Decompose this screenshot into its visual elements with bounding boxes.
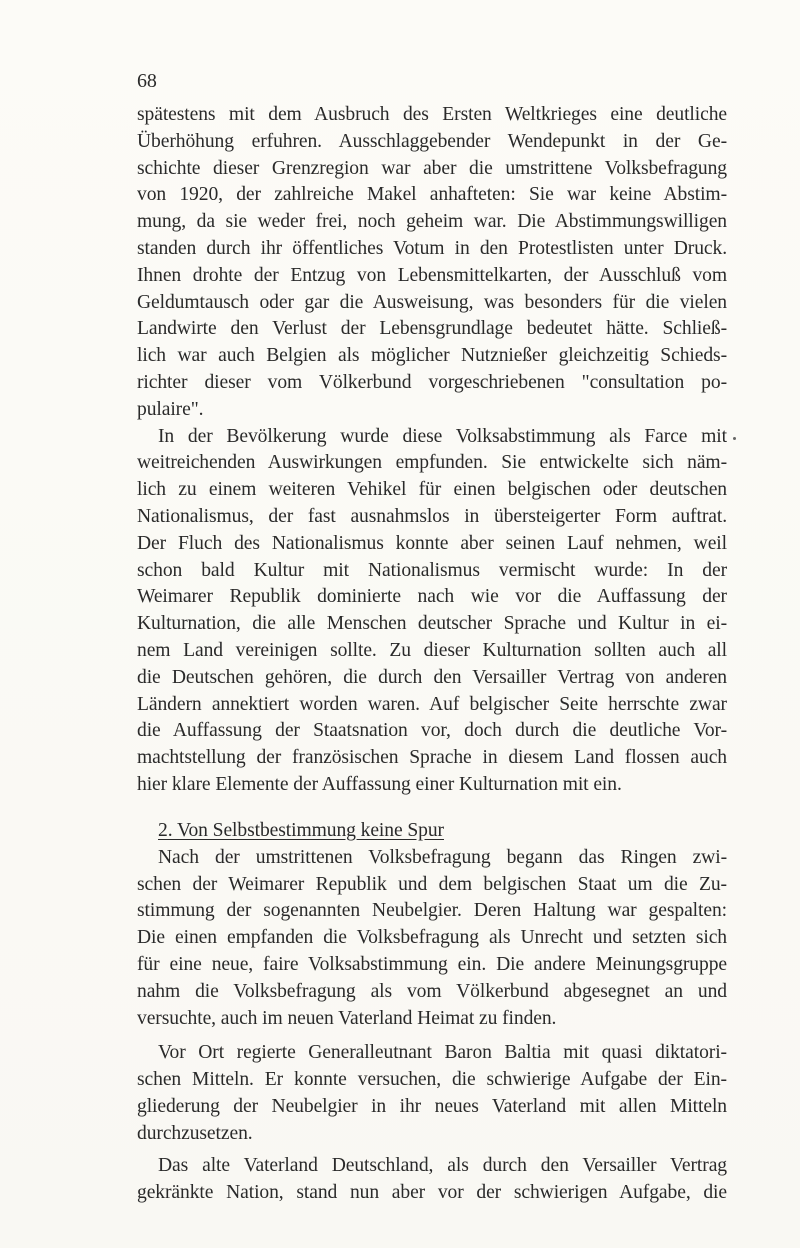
text-line: Vor Ort regierte Generalleutnant Baron Baltia mit quasi diktatori-: [158, 1042, 727, 1064]
text-line: nem Land vereinigen sollte. Zu dieser Kulturnation sollten auch all: [137, 639, 727, 661]
text-line: stimmung der sogenannten Neubelgier. Deren Haltung war gespalten:: [137, 900, 727, 922]
paragraph-4: [137, 1040, 727, 1147]
page-number: 68: [137, 70, 157, 92]
text-line: die Deutschen gehören, die durch den Versailler Vertrag von anderen: [137, 666, 727, 688]
section-heading: [137, 817, 727, 845]
text-line: richter dieser vom Völkerbund vorgeschriebenen "consultation po-: [137, 371, 727, 393]
text-line: Das alte Vaterland Deutschland, als durch den Versailler Vertrag: [158, 1155, 727, 1177]
text-line: Die einen empfanden die Volksbefragung als Unrecht und setzten sich: [137, 927, 727, 949]
text-line: spätestens mit dem Ausbruch des Ersten Weltkrieges eine deutliche: [137, 104, 727, 125]
text-line: mung, da sie weder frei, noch geheim war. Die Abstimmungswilligen: [137, 211, 727, 233]
paragraph-2: [137, 424, 727, 799]
text-line: lich war auch Belgien als möglicher Nutznießer gleichzeitig Schieds-: [137, 345, 727, 367]
paragraph-3: [137, 845, 727, 1033]
text-line: In der Bevölkerung wurde diese Volksabstimmung als Farce mit: [158, 425, 727, 447]
paragraph-1: [137, 102, 727, 424]
text-line: Ländern annektiert worden waren. Auf belgischer Seite herrschte zwar: [137, 693, 727, 715]
text-line: standen durch ihr öffentliches Votum in den Protestlisten unter Druck.: [137, 237, 727, 259]
text-line: schon bald Kultur mit Nationalismus vermischt wurde: In der: [137, 559, 727, 581]
text-line: versuchte, auch im neuen Vaterland Heimat zu finden.: [137, 1007, 557, 1029]
text-line: schichte dieser Grenzregion war aber die umstrittene Volksbefragung: [137, 157, 727, 179]
text-line: Landwirte den Verlust der Lebensgrundlage bedeutet hätte. Schließ-: [137, 318, 727, 340]
text-line: durchzusetzen.: [137, 1122, 253, 1144]
text-line: nahm die Volksbefragung als vom Völkerbund abgesegnet an und: [137, 980, 727, 1002]
page-text: [137, 68, 727, 1207]
text-line: Weimarer Republik dominierte nach wie vor die Auffassung der: [137, 586, 727, 608]
margin-mark: [733, 437, 736, 440]
text-line: Überhöhung erfuhren. Ausschlaggebender Wendepunkt in der Ge-: [137, 130, 727, 152]
text-line: schen der Weimarer Republik und dem belgischen Staat um die Zu-: [137, 873, 727, 895]
text-line: schen Mitteln. Er konnte versuchen, die schwierige Aufgabe der Ein-: [137, 1069, 727, 1091]
text-line: Kulturnation, die alle Menschen deutscher Sprache und Kultur in ei-: [137, 613, 727, 635]
text-line: die Auffassung der Staatsnation vor, doch durch die deutliche Vor-: [137, 720, 727, 742]
text-line: weitreichenden Auswirkungen empfunden. Sie entwickelte sich näm-: [137, 452, 727, 474]
text-line: Ihnen drohte der Entzug von Lebensmittelkarten, der Ausschluß vom: [137, 264, 727, 286]
text-line: für eine neue, faire Volksabstimmung ein. Die andere Meinungsgruppe: [137, 953, 727, 975]
text-line: hier klare Elemente der Auffassung einer Kulturnation mit ein.: [137, 773, 622, 795]
section-heading-text: 2. Von Selbstbestimmung keine Spur: [158, 819, 444, 841]
text-line: Nationalismus, der fast ausnahmslos in übersteigerter Form auftrat.: [137, 505, 727, 527]
paragraph-5: [137, 1153, 727, 1207]
text-line: Der Fluch des Nationalismus konnte aber seinen Lauf nehmen, weil: [137, 532, 727, 554]
text-line: lich zu einem weiteren Vehikel für einen belgischen oder deutschen: [137, 479, 727, 501]
text-line: Nach der umstrittenen Volksbefragung begann das Ringen zwi-: [158, 846, 727, 868]
text-line: machtstellung der französischen Sprache in diesem Land flossen auch: [137, 747, 727, 769]
text-line: von 1920, der zahlreiche Makel anhafteten: Sie war keine Abstim-: [137, 184, 727, 206]
text-line: Geldumtausch oder gar die Ausweisung, was besonders für die vielen: [137, 291, 727, 313]
text-line: pulaire".: [137, 398, 204, 420]
text-line: gekränkte Nation, stand nun aber vor der schwierigen Aufgabe, die: [137, 1182, 727, 1204]
text-line: gliederung der Neubelgier in ihr neues Vaterland mit allen Mitteln: [137, 1095, 727, 1117]
